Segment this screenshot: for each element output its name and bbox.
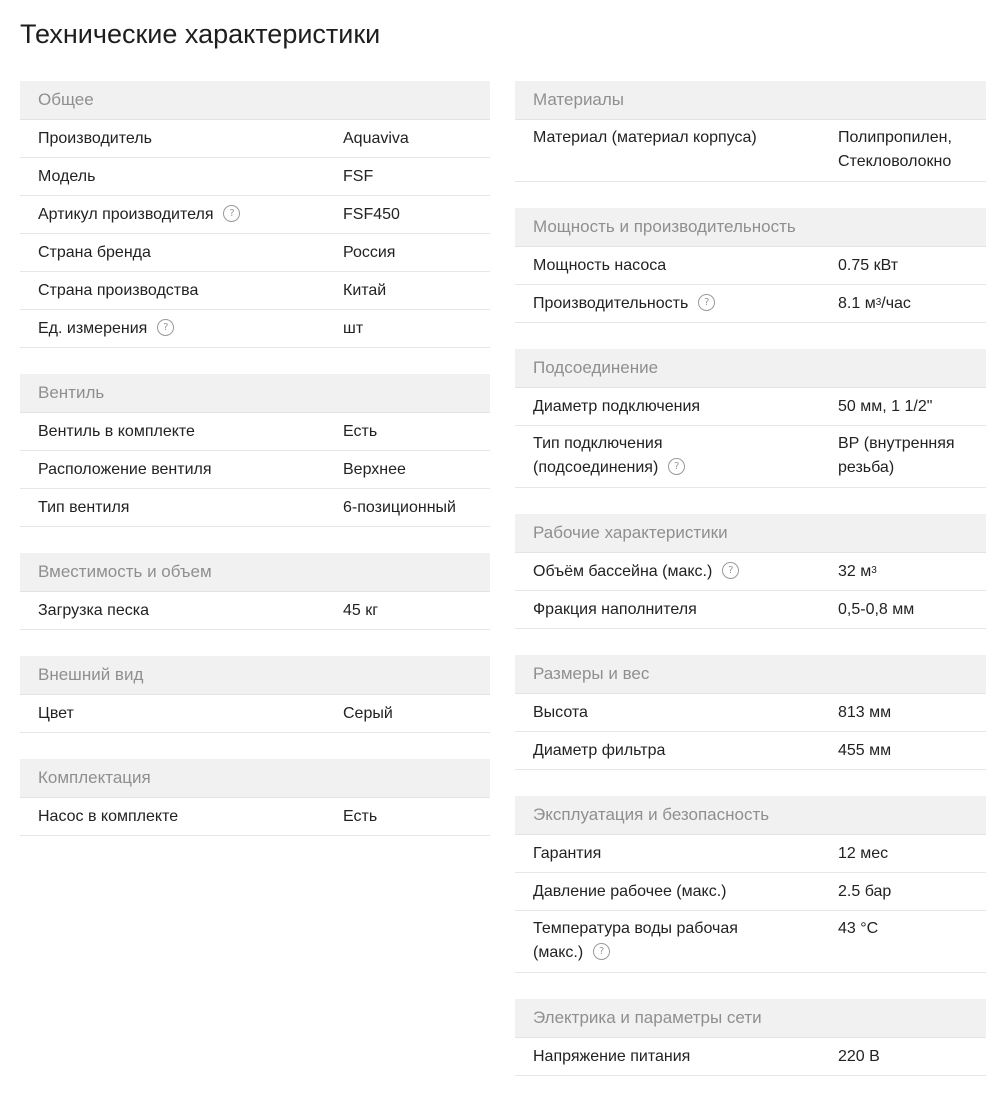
section-header: Размеры и вес [515, 655, 986, 694]
spec-label [38, 310, 328, 347]
spec-value-text: 2.5 бар [838, 882, 892, 900]
spec-label-text: Материал (материал корпуса) [533, 129, 757, 146]
spec-value [343, 413, 493, 450]
spec-value [343, 234, 493, 271]
spec-section [515, 655, 986, 770]
spec-value [838, 120, 978, 174]
spec-row [515, 835, 986, 873]
spec-value-text: 455 мм [838, 741, 892, 759]
spec-label-text: Температура воды рабочая (макс.) [533, 920, 738, 961]
spec-label [533, 591, 823, 628]
spec-label [533, 732, 823, 769]
spec-label [533, 120, 783, 150]
spec-value-text: FSF450 [343, 205, 400, 223]
spec-label-text: Давление рабочее (макс.) [533, 882, 727, 900]
spec-label [38, 798, 328, 835]
spec-row [515, 873, 986, 911]
question-circle-icon[interactable]: ? [722, 562, 739, 579]
section-header: Материалы [515, 81, 986, 120]
question-circle-icon[interactable]: ? [223, 205, 240, 222]
spec-label-text: Тип вентиля [38, 498, 130, 516]
spec-value [343, 695, 493, 732]
spec-section [515, 208, 986, 323]
spec-label-text: Страна производства [38, 281, 199, 299]
spec-label-text: Артикул производителя [38, 205, 214, 223]
question-circle-icon[interactable]: ? [668, 458, 685, 475]
spec-row [515, 1038, 986, 1076]
page-title: Технические характеристики [20, 19, 381, 49]
spec-label-text: Вентиль в комплекте [38, 422, 195, 440]
spec-section [20, 553, 490, 630]
spec-value [343, 272, 493, 309]
question-circle-icon[interactable]: ? [593, 943, 610, 960]
spec-value [838, 1038, 988, 1075]
spec-label [38, 413, 328, 450]
spec-row [515, 732, 986, 770]
spec-value-text: 6-позиционный [343, 498, 456, 516]
spec-value [343, 798, 493, 835]
specs-column-left [20, 81, 490, 862]
spec-value [343, 158, 493, 195]
spec-section [20, 759, 490, 836]
spec-value-text: Полипропилен, Стекловолокно [838, 129, 952, 170]
spec-label [38, 695, 328, 732]
spec-section [515, 514, 986, 629]
spec-row [20, 413, 490, 451]
section-header: Внешний вид [20, 656, 490, 695]
spec-value-text: 45 кг [343, 601, 379, 619]
spec-label-text: Высота [533, 703, 588, 721]
spec-value-text: Серый [343, 704, 393, 722]
spec-row [515, 247, 986, 285]
spec-label [533, 553, 823, 590]
spec-label-text: Модель [38, 167, 96, 185]
spec-value [343, 451, 493, 488]
spec-row [515, 694, 986, 732]
spec-value [838, 426, 978, 480]
spec-value-text: 0,5-0,8 мм [838, 600, 915, 618]
spec-row [20, 234, 490, 272]
spec-label-text: Страна бренда [38, 243, 151, 261]
spec-row [515, 120, 986, 182]
spec-value [838, 732, 988, 769]
spec-label-text: Производитель [38, 129, 152, 147]
spec-row [20, 310, 490, 348]
section-header: Мощность и производительность [515, 208, 986, 247]
spec-value-text: 813 мм [838, 703, 892, 721]
spec-label-text: Мощность насоса [533, 256, 667, 274]
spec-value-text: 8.1 м [838, 294, 876, 312]
spec-label-text: Цвет [38, 704, 74, 722]
spec-value-suffix: /час [881, 294, 911, 312]
spec-value-text: FSF [343, 167, 374, 185]
spec-section [515, 349, 986, 488]
spec-value [838, 835, 988, 872]
spec-label [38, 158, 328, 195]
spec-value: 8.1 м $^3$ /час [838, 285, 988, 322]
spec-label-text: Объём бассейна (макс.) [533, 562, 713, 580]
spec-value [343, 120, 493, 157]
spec-section [20, 81, 490, 348]
spec-value [838, 388, 988, 425]
section-header: Электрика и параметры сети [515, 999, 986, 1038]
spec-value-text: Верхнее [343, 460, 406, 478]
question-circle-icon[interactable]: ? [157, 319, 174, 336]
spec-value [343, 310, 493, 347]
spec-label-text: Насос в комплекте [38, 807, 179, 825]
spec-label-text: Фракция наполнителя [533, 600, 697, 618]
spec-value [343, 592, 493, 629]
spec-label [533, 911, 783, 965]
spec-value-text: 50 мм, 1 1/2" [838, 397, 933, 415]
section-header: Общее [20, 81, 490, 120]
spec-value-text: Есть [343, 807, 378, 825]
specs-column-right [515, 81, 986, 1102]
section-header: Вместимость и объем [20, 553, 490, 592]
spec-value-text: шт [343, 319, 364, 337]
spec-value-text: Россия [343, 243, 396, 261]
spec-row [20, 798, 490, 836]
spec-label [38, 489, 328, 526]
spec-label-text: Ед. измерения [38, 319, 148, 337]
spec-label [533, 694, 823, 731]
spec-value [343, 196, 493, 233]
spec-row [515, 388, 986, 426]
spec-label-text: Напряжение питания [533, 1047, 691, 1065]
spec-row [20, 695, 490, 733]
spec-label [533, 426, 783, 480]
spec-row [515, 285, 986, 323]
spec-label [38, 592, 328, 629]
spec-value [838, 247, 988, 284]
spec-value-text: Китай [343, 281, 387, 299]
spec-section [20, 656, 490, 733]
section-header: Вентиль [20, 374, 490, 413]
spec-label [38, 196, 328, 233]
spec-value: 32 м $^3$ [838, 553, 988, 590]
spec-label [38, 451, 328, 488]
spec-value-text: Есть [343, 422, 378, 440]
spec-row [20, 272, 490, 310]
spec-label-text: Гарантия [533, 844, 602, 862]
spec-value-text: 12 мес [838, 844, 889, 862]
spec-value [838, 694, 988, 731]
spec-section [515, 81, 986, 182]
section-header: Комплектация [20, 759, 490, 798]
spec-value [838, 873, 988, 910]
spec-label [533, 835, 823, 872]
spec-row [515, 911, 986, 973]
spec-label [38, 120, 328, 157]
spec-row [20, 489, 490, 527]
spec-label-text: Тип подключения (подсоединения) [533, 435, 663, 476]
spec-row [20, 196, 490, 234]
spec-value-text: ВР (внутренняя резьба) [838, 435, 955, 476]
section-header: Эксплуатация и безопасность [515, 796, 986, 835]
section-header: Рабочие характеристики [515, 514, 986, 553]
spec-value [838, 911, 978, 941]
spec-row [20, 592, 490, 630]
spec-section [515, 796, 986, 973]
spec-row [515, 591, 986, 629]
spec-value [343, 489, 493, 526]
spec-row [515, 426, 986, 488]
spec-value-text: 43 °C [838, 920, 879, 937]
spec-value [838, 591, 988, 628]
spec-row [20, 451, 490, 489]
spec-label [533, 388, 823, 425]
spec-value-text: 220 В [838, 1047, 880, 1065]
spec-value-text: 0.75 кВт [838, 256, 899, 274]
spec-label [533, 1038, 823, 1075]
spec-value-text: Aquaviva [343, 129, 409, 147]
spec-row [515, 553, 986, 591]
spec-row [20, 158, 490, 196]
spec-label-text: Диаметр подключения [533, 397, 701, 415]
spec-label [38, 272, 328, 309]
spec-label-text: Загрузка песка [38, 601, 149, 619]
spec-label [533, 873, 823, 910]
spec-row [20, 120, 490, 158]
spec-label-text: Производительность [533, 294, 689, 312]
section-header: Подсоединение [515, 349, 986, 388]
spec-label [533, 285, 823, 322]
spec-section [20, 374, 490, 527]
spec-label [38, 234, 328, 271]
question-circle-icon[interactable]: ? [698, 294, 715, 311]
spec-value-text: 32 м [838, 562, 872, 580]
spec-label-text: Расположение вентиля [38, 460, 212, 478]
spec-section [515, 999, 986, 1076]
spec-label-text: Диаметр фильтра [533, 741, 666, 759]
spec-label [533, 247, 823, 284]
